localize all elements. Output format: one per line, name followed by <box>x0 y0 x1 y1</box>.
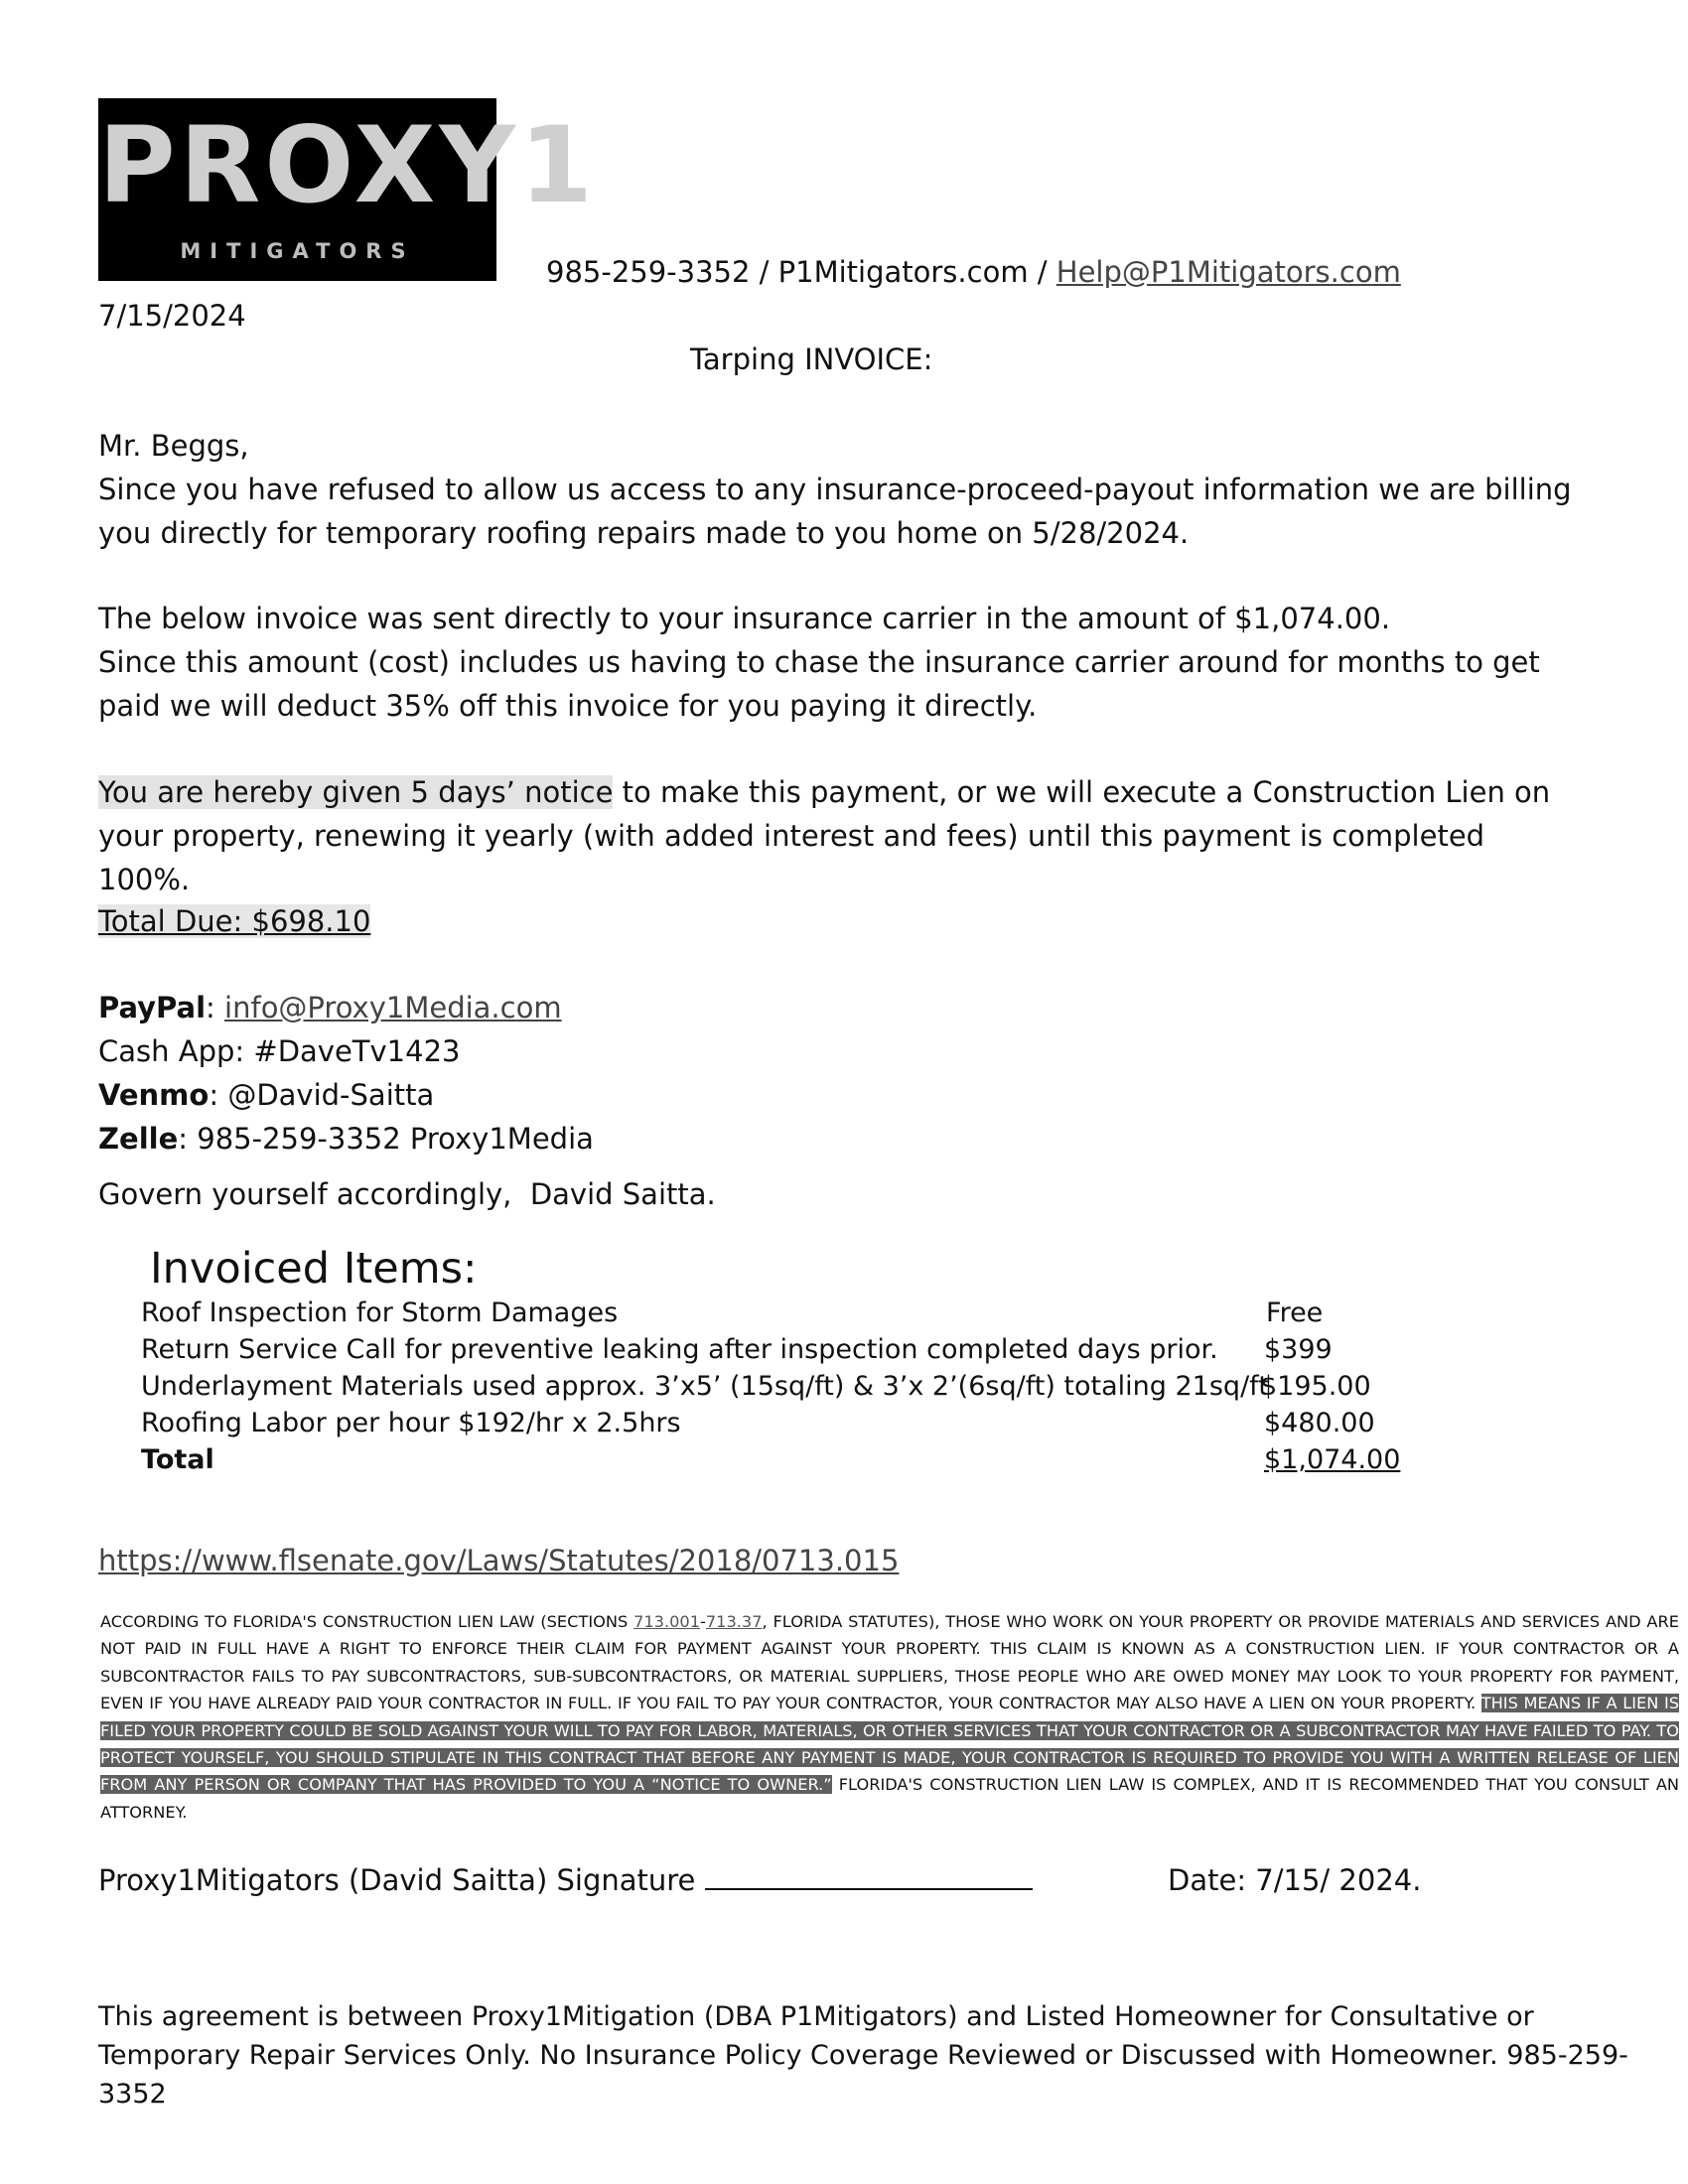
invoice-item-amount: Free <box>1266 1297 1324 1328</box>
legal-dash: - <box>700 1612 706 1631</box>
lien-law-notice <box>100 1608 1679 1826</box>
total-due <box>98 899 370 943</box>
invoice-total-amount: $1,074.00 <box>1264 1444 1401 1475</box>
logo-brand: PROXY1 <box>98 104 597 226</box>
notice-paragraph <box>98 770 1578 901</box>
payment-label: Zelle <box>98 1122 179 1156</box>
signature-date: Date: 7/15/ 2024. <box>1168 1863 1422 1897</box>
invoice-heading: Invoiced Items: <box>150 1244 478 1294</box>
insurance-paragraph-line2: Since this amount (cost) includes us having to chase the insurance carrier around for months to get paid we will deduct 35% off this invoice for you paying it directly. <box>98 645 1540 723</box>
payment-value: 985-259-3352 Proxy1Media <box>197 1122 594 1156</box>
invoice-item-amount: $195.00 <box>1260 1371 1371 1402</box>
header-contact <box>546 250 1401 294</box>
statute-url-link[interactable]: https://www.flsenate.gov/Laws/Statutes/2018/0713.015 <box>98 1544 900 1577</box>
salutation: Mr. Beggs, <box>98 429 249 463</box>
payment-value: #DaveTv1423 <box>253 1034 461 1068</box>
payment-zelle: Zelle: 985-259-3352 Proxy1Media <box>98 1122 594 1156</box>
billing-paragraph: Since you have refused to allow us access to any insurance-proceed-payout information we are billing you directly for temporary roofing repairs made to you home on 5/28/2024. <box>98 473 1572 550</box>
header-phone-site: 985-259-3352 / P1Mitigators.com / <box>546 255 1056 289</box>
invoice-item-amount: $480.00 <box>1264 1408 1375 1438</box>
notice-rest: to make this payment, or we will execute a Construction Lien on your property, renewing it yearly (with added interest and fees) until this payment is completed 100%. <box>98 775 1551 896</box>
payment-value: @David-Saitta <box>227 1078 435 1112</box>
invoice-item-desc: Underlayment Materials used approx. 3’x5’ (15sq/ft) & 3’x 2’(6sq/ft) totaling 21sq/ft <box>141 1371 1269 1402</box>
invoice-item-amount: $399 <box>1264 1334 1333 1365</box>
invoice-date: 7/15/2024 <box>98 299 246 333</box>
insurance-paragraph <box>98 597 1588 728</box>
invoice-item-desc: Return Service Call for preventive leaking after inspection completed days prior. <box>141 1334 1218 1365</box>
page-title: Tarping INVOICE: <box>690 342 933 376</box>
statute-link-1[interactable]: 713.001 <box>633 1612 701 1631</box>
payment-label: PayPal <box>98 991 207 1024</box>
closing-line: Govern yourself accordingly, David Saitta. <box>98 1177 716 1211</box>
payment-label: Venmo <box>98 1078 210 1112</box>
insurance-paragraph-line1: The below invoice was sent directly to your insurance carrier in the amount of $1,074.00. <box>98 602 1391 635</box>
company-logo <box>98 98 597 281</box>
statute-link-2[interactable]: 713.37 <box>705 1612 763 1631</box>
payment-cashapp: Cash App: #DaveTv1423 <box>98 1034 461 1068</box>
invoice-item-desc: Roof Inspection for Storm Damages <box>141 1297 619 1328</box>
header-email-link[interactable]: Help@P1Mitigators.com <box>1055 255 1401 289</box>
payment-paypal: PayPal: info@Proxy1Media.com <box>98 991 562 1024</box>
signature-field[interactable] <box>705 1858 1033 1890</box>
legal-text: FLORIDA'S CONSTRUCTION LIEN LAW IS COMPLEX, AND IT IS RECOMMENDED THAT YOU CONSULT AN ATTORNEY. <box>100 1775 1680 1822</box>
total-due-text: Total Due: $698.10 <box>98 904 371 938</box>
payment-methods <box>98 986 594 1160</box>
payment-venmo: Venmo: @David-Saitta <box>98 1078 435 1112</box>
signature-line <box>98 1858 1033 1902</box>
logo-tagline: MITIGATORS <box>180 239 415 263</box>
legal-highlighted-text: THIS MEANS IF A LIEN IS FILED YOUR PROPERTY COULD BE SOLD AGAINST YOUR WILL TO PAY FOR LABOR, MATERIALS, OR OTHER SERVICES THAT YOUR CONTRACTOR OR A SUBCONTRACTOR MAY HAVE FAILED TO PAY. TO PROTECT YOURSELF, YOU SHOULD STIPULATE IN THIS CONTRACT THAT BEFORE ANY PAYMENT IS MADE, YOUR CONTRACTOR IS REQUIRED TO PROVIDE YOU WITH A WRITTEN RELEASE OF LIEN FROM ANY PERSON OR COMPANY THAT HAS PROVIDED TO YOU A “NOTICE TO OWNER.” <box>100 1694 1680 1795</box>
invoice-total-label: Total <box>141 1444 214 1475</box>
signature-label: Proxy1Mitigators (David Saitta) Signature <box>98 1863 705 1897</box>
paypal-email-link[interactable]: info@Proxy1Media.com <box>224 991 562 1024</box>
notice-highlight: You are hereby given 5 days’ notice <box>98 775 614 809</box>
payment-label: Cash App <box>98 1034 235 1068</box>
invoice-item-desc: Roofing Labor per hour $192/hr x 2.5hrs <box>141 1408 681 1438</box>
legal-text: ACCORDING TO FLORIDA'S CONSTRUCTION LIEN LAW (SECTIONS <box>100 1612 634 1631</box>
agreement-footer: This agreement is between Proxy1Mitigation (DBA P1Mitigators) and Listed Homeowner for Consultative or Temporary Repair Services Only. No Insurance Policy Coverage Reviewed or Discussed with Homeowner. 985-259-3352 <box>98 2001 1628 2110</box>
statute-link <box>98 1539 899 1582</box>
legal-text: , FLORIDA STATUTES), THOSE WHO WORK ON YOUR PROPERTY OR PROVIDE MATERIALS AND SERVICES AND ARE NOT PAID IN FULL HAVE A RIGHT TO ENFORCE THEIR CLAIM FOR PAYMENT AGAINST YOUR PROPERTY. THIS CLAIM IS KNOWN AS A CONSTRUCTION LIEN. IF YOUR CONTRACTOR OR A SUBCONTRACTOR FAILS TO PAY SUBCONTRACTORS, SUB-SUBCONTRACTORS, OR MATERIAL SUPPLIERS, THOSE PEOPLE WHO ARE OWED MONEY MAY LOOK TO YOUR PROPERTY FOR PAYMENT, EVEN IF YOU HAVE ALREADY PAID YOUR CONTRACTOR IN FULL. IF YOU FAIL TO PAY YOUR CONTRACTOR, YOUR CONTRACTOR MAY ALSO HAVE A LIEN ON YOUR PROPERTY. <box>100 1612 1679 1713</box>
